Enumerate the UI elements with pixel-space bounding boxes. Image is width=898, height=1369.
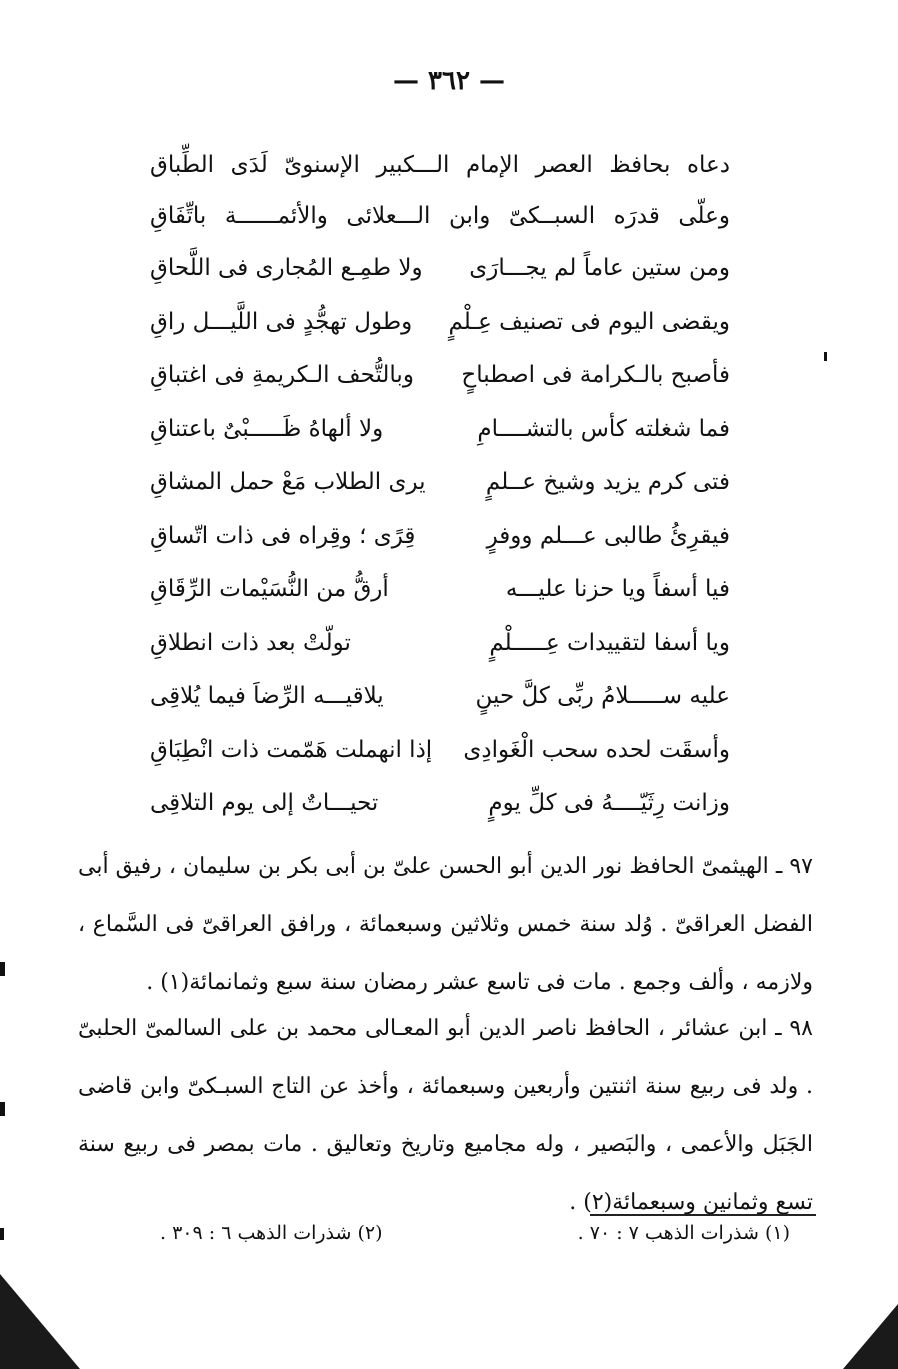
verse-line <box>150 242 730 296</box>
verse-line-full: دعاه بحافظ العصر الإمام الـــكبير الإسنوىّ لَدَى الطِّباق <box>150 152 730 178</box>
verse-second-hemistich: تولّتْ بعد ذات انطلاقِ <box>150 629 351 656</box>
verse-line <box>150 510 730 564</box>
verse-line <box>150 617 730 671</box>
verse-first-hemistich: فأصبح بالـكرامة فى اصطباحٍ <box>461 362 730 388</box>
footnote-divider <box>590 1214 816 1216</box>
verse-first-hemistich: فتى كرم يزيد وشيخ عــلمٍ <box>485 469 730 495</box>
verse-line <box>150 563 730 617</box>
scan-speck <box>0 962 5 976</box>
verse-first-hemistich: وأسقَت لحده سحب الْغَوادِى <box>463 736 730 763</box>
verse-line-full: وعلّى قدرَه السبــكىّ وابن الـــعلائى والأئمــــــة باتِّفَاقِ <box>150 203 730 229</box>
verse-first-hemistich: فيقرِئُ طالبى عـــلم ووفرٍ <box>486 522 730 549</box>
verse-line <box>150 456 730 510</box>
verse-line <box>150 403 730 457</box>
verse-second-hemistich: ولا طمِـع المُجارى فى اللَّحاقِ <box>150 255 423 281</box>
page-number: — ٣٦٢ — <box>392 66 506 96</box>
verse-second-hemistich: يلاقيـــه الرِّضاَ فيما يُلاقِى <box>150 683 384 709</box>
entry-98-paragraph: ٩٨ ـ ابن عشائر ، الحافظ ناصر الدين أبو المعـالى محمد بن على السالمىّ الحلبىّ . ولد فى ربيع سنة اثنتين وأربعين وسبعمائة ، وأخذ عن التاج السبـكىّ وابن قاضى الجَبَل والأعمى ، والبَصير ، وله مجاميع وتاريخ وتعاليق . مات بمصر فى ربيع سنة تسع وثمانين وسبعمائة(٢) . <box>78 1016 813 1215</box>
footnote-1: (١) شذرات الذهب ٧ : ٧٠ . <box>577 1222 790 1244</box>
scan-speck <box>824 352 827 361</box>
footnote-2: (٢) شذرات الذهب ٦ : ٣٠٩ . <box>160 1222 383 1244</box>
verse-second-hemistich: إذا انهملت هَمّمت ذات انْطِبَاقِ <box>150 736 433 763</box>
verse-line <box>150 349 730 403</box>
verse-second-hemistich: يرى الطلاب مَعْ حمل المشاقِ <box>150 469 426 495</box>
verse-first-hemistich: وزانت رِثَيّــــهُ فى كلِّ يومٍ <box>488 790 730 816</box>
verse-line <box>150 777 730 831</box>
scan-shadow-bottom-left <box>0 1274 80 1369</box>
scan-speck <box>0 1228 4 1240</box>
verse-second-hemistich: وطول تهجُّدٍ فى اللَّيـــل راقِ <box>150 308 413 335</box>
scan-speck <box>0 1102 5 1116</box>
verse-second-hemistich: تحيـــاتٌ إلى يوم التلاقِى <box>150 790 379 816</box>
verse-second-hemistich: ولا ألهاهُ ظَـــــبْىٌ باعتناقِ <box>150 415 384 442</box>
entry-97-paragraph: ٩٧ ـ الهيثمىّ الحافظ نور الدين أبو الحسن علىّ بن أبى بكر بن سليمان ، رفيق أبى الفضل العراقىّ . وُلد سنة خمس وثلاثين وسبعمائة ، ورافق العراقىّ فى السَّماع ، ولازمه ، وألف وجمع . مات فى تاسع عشر رمضان سنة سبع وثمانمائة(١) . <box>78 854 813 995</box>
poem <box>150 140 730 831</box>
verse-second-hemistich: أرقُّ من النُّسَيْمات الرِّقَاقِ <box>150 576 389 602</box>
verse-first-hemistich: فيا أسفاً ويا حزنا عليـــه <box>505 576 730 602</box>
verse-second-hemistich: قِرًى ؛ وقِراه فى ذات اتّساقِ <box>150 522 416 549</box>
verse-line <box>150 296 730 350</box>
verse-first-hemistich: فما شغلته كأس بالتشــــامِ <box>477 415 730 442</box>
verse-first-hemistich: ومن ستين عاماً لم يجـــارَى <box>469 255 730 281</box>
verse-first-hemistich: عليه ســـــلامُ ربِّى كلَّ حينٍ <box>475 683 730 709</box>
verse-line <box>150 670 730 724</box>
verse-first-hemistich: ويقضى اليوم فى تصنيف عِـلْمٍ <box>448 308 730 335</box>
scan-shadow-bottom-right <box>843 1304 898 1369</box>
footnotes <box>160 1222 790 1244</box>
verse-second-hemistich: وبالتُّحف الـكريمةِ فى اغتباقِ <box>150 362 414 388</box>
verse-line <box>150 724 730 778</box>
verse-first-hemistich: ويا أسفا لتقييدات عِـــــلْمٍ <box>489 629 730 656</box>
